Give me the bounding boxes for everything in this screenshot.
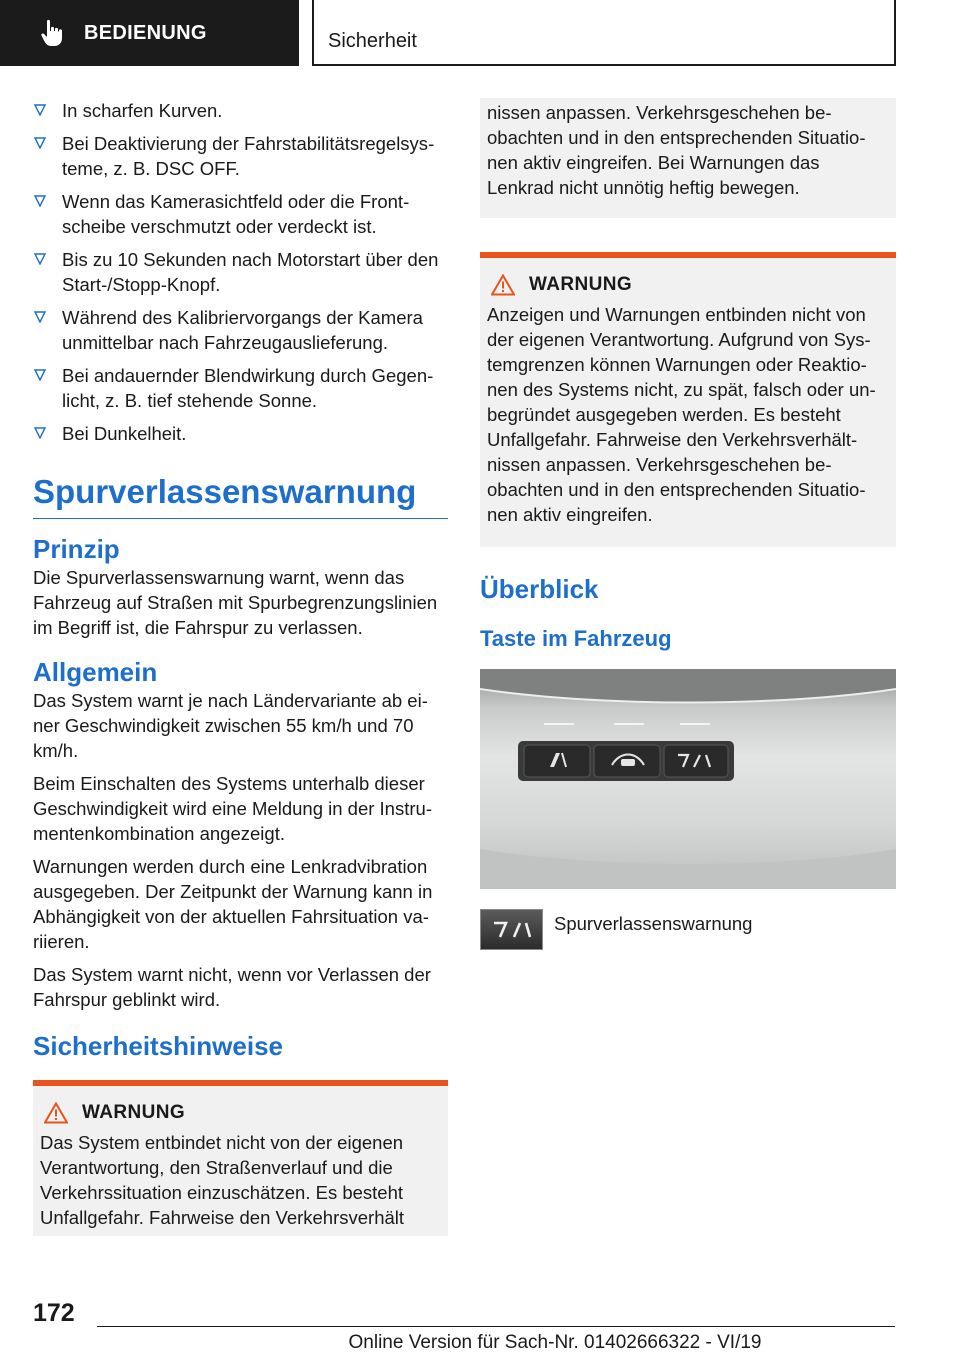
prinzip-heading: Prinzip — [33, 534, 120, 564]
triangle-bullet-icon — [34, 369, 46, 381]
taste-heading: Taste im Fahrzeug — [480, 626, 672, 651]
list-item: Bis zu 10 Sekunden nach Motorstart über den Start-/Stopp-Knopf. — [33, 247, 448, 297]
warning-text: Das System entbindet nicht von der eigenen Verantwortung, den Straßenverlauf und die Verkehrssituation einzuschätzen. Es besteht Unfallgefahr. Fahrweise den Verkehrsverhält — [40, 1132, 405, 1228]
footer-divider — [97, 1326, 895, 1327]
right-column — [480, 98, 896, 950]
button-legend — [480, 909, 896, 950]
lane-departure-warning-icon — [480, 909, 543, 950]
triangle-bullet-icon — [34, 253, 46, 265]
section-header — [312, 0, 896, 66]
warning-box — [33, 1080, 448, 1236]
triangle-bullet-icon — [34, 137, 46, 149]
triangle-bullet-icon — [34, 104, 46, 116]
chapter-tab[interactable] — [0, 0, 299, 66]
main-heading: Spurverlassenswarnung — [33, 472, 448, 519]
chapter-tab-label: BEDIENUNG — [84, 21, 207, 44]
lane-departure-warning-icon — [490, 919, 534, 941]
allgemein-heading: Allgemein — [33, 657, 158, 687]
hand-pointer-icon — [40, 19, 64, 47]
allgemein-paragraph: Beim Einschalten des Systems unterhalb dieser Geschwindigkeit wird eine Meldung in der Instrumentenkombination angezeigt. — [33, 773, 432, 844]
triangle-bullet-icon — [34, 195, 46, 207]
warning-box-2 — [480, 252, 896, 547]
warning-triangle-icon — [44, 1102, 68, 1124]
ueberblick-heading: Überblick — [480, 574, 599, 604]
allgemein-paragraph: Das System warnt nicht, wenn vor Verlassen der Fahrspur geblinkt wird. — [33, 964, 431, 1010]
section-title: Sicherheit — [328, 30, 417, 52]
allgemein-paragraph: Warnungen werden durch eine Lenkradvibration ausgegeben. Der Zeitpunkt der Warnung kann in Abhängigkeit von der aktuellen Fahrsituation variieren. — [33, 856, 433, 952]
allgemein-paragraph: Das System warnt je nach Ländervariante ab einer Geschwindigkeit zwischen 55 km/h und 70 km/h. — [33, 690, 428, 761]
condition-list — [33, 98, 448, 446]
warning-continuation — [480, 98, 896, 218]
button-legend-label: Spurverlassenswarnung — [554, 913, 753, 934]
triangle-bullet-icon — [34, 311, 46, 323]
warning-text: Anzeigen und Warnungen entbinden nicht von der eigenen Verantwortung. Aufgrund von Systemgrenzen können Warnungen oder Reaktionen des Systems nicht, zu spät, falsch oder unbegründet ausgegeben werden. Es besteht Unfallgefahr. Fahrweise den Verkehrsverhältnissen anpassen. Verkehrsgeschehen beobachten und in den entsprechenden Situationen aktiv eingreifen. — [487, 304, 876, 525]
list-item: Wenn das Kamerasichtfeld oder die Frontscheibe verschmutzt oder verdeckt ist. — [33, 189, 448, 239]
prinzip-text: Die Spurverlassenswarnung warnt, wenn das Fahrzeug auf Straßen mit Spurbegrenzungslinien im Begriff ist, die Fahrspur zu verlassen. — [33, 567, 438, 638]
warning-continuation-text: nissen anpassen. Verkehrsgeschehen beobachten und in den entsprechenden Situationen aktiv eingreifen. Bei Warnungen das Lenkrad nicht unnötig heftig bewegen. — [487, 102, 866, 198]
warning-title: WARNUNG — [40, 1102, 441, 1124]
sicherheitshinweise-heading: Sicherheitshinweise — [33, 1031, 283, 1061]
list-item: Bei Dunkelheit. — [33, 421, 448, 446]
button-panel-photo — [480, 669, 896, 889]
left-column — [33, 98, 448, 1236]
warning-title: WARNUNG — [487, 274, 889, 296]
list-item: In scharfen Kurven. — [33, 98, 448, 123]
footer-text: Online Version für Sach-Nr. 01402666322 - VI/19 — [348, 1332, 762, 1353]
warning-triangle-icon — [491, 274, 515, 296]
page-number: 172 — [33, 1299, 75, 1327]
button-panel-illustration — [480, 669, 896, 889]
triangle-bullet-icon — [34, 427, 46, 439]
list-item: Bei Deaktivierung der Fahrstabilitätsregelsysteme, z. B. DSC OFF. — [33, 131, 448, 181]
list-item: Während des Kalibriervorgangs der Kamera unmittelbar nach Fahrzeugauslieferung. — [33, 305, 448, 355]
list-item: Bei andauernder Blendwirkung durch Gegenlicht, z. B. tief stehende Sonne. — [33, 363, 448, 413]
